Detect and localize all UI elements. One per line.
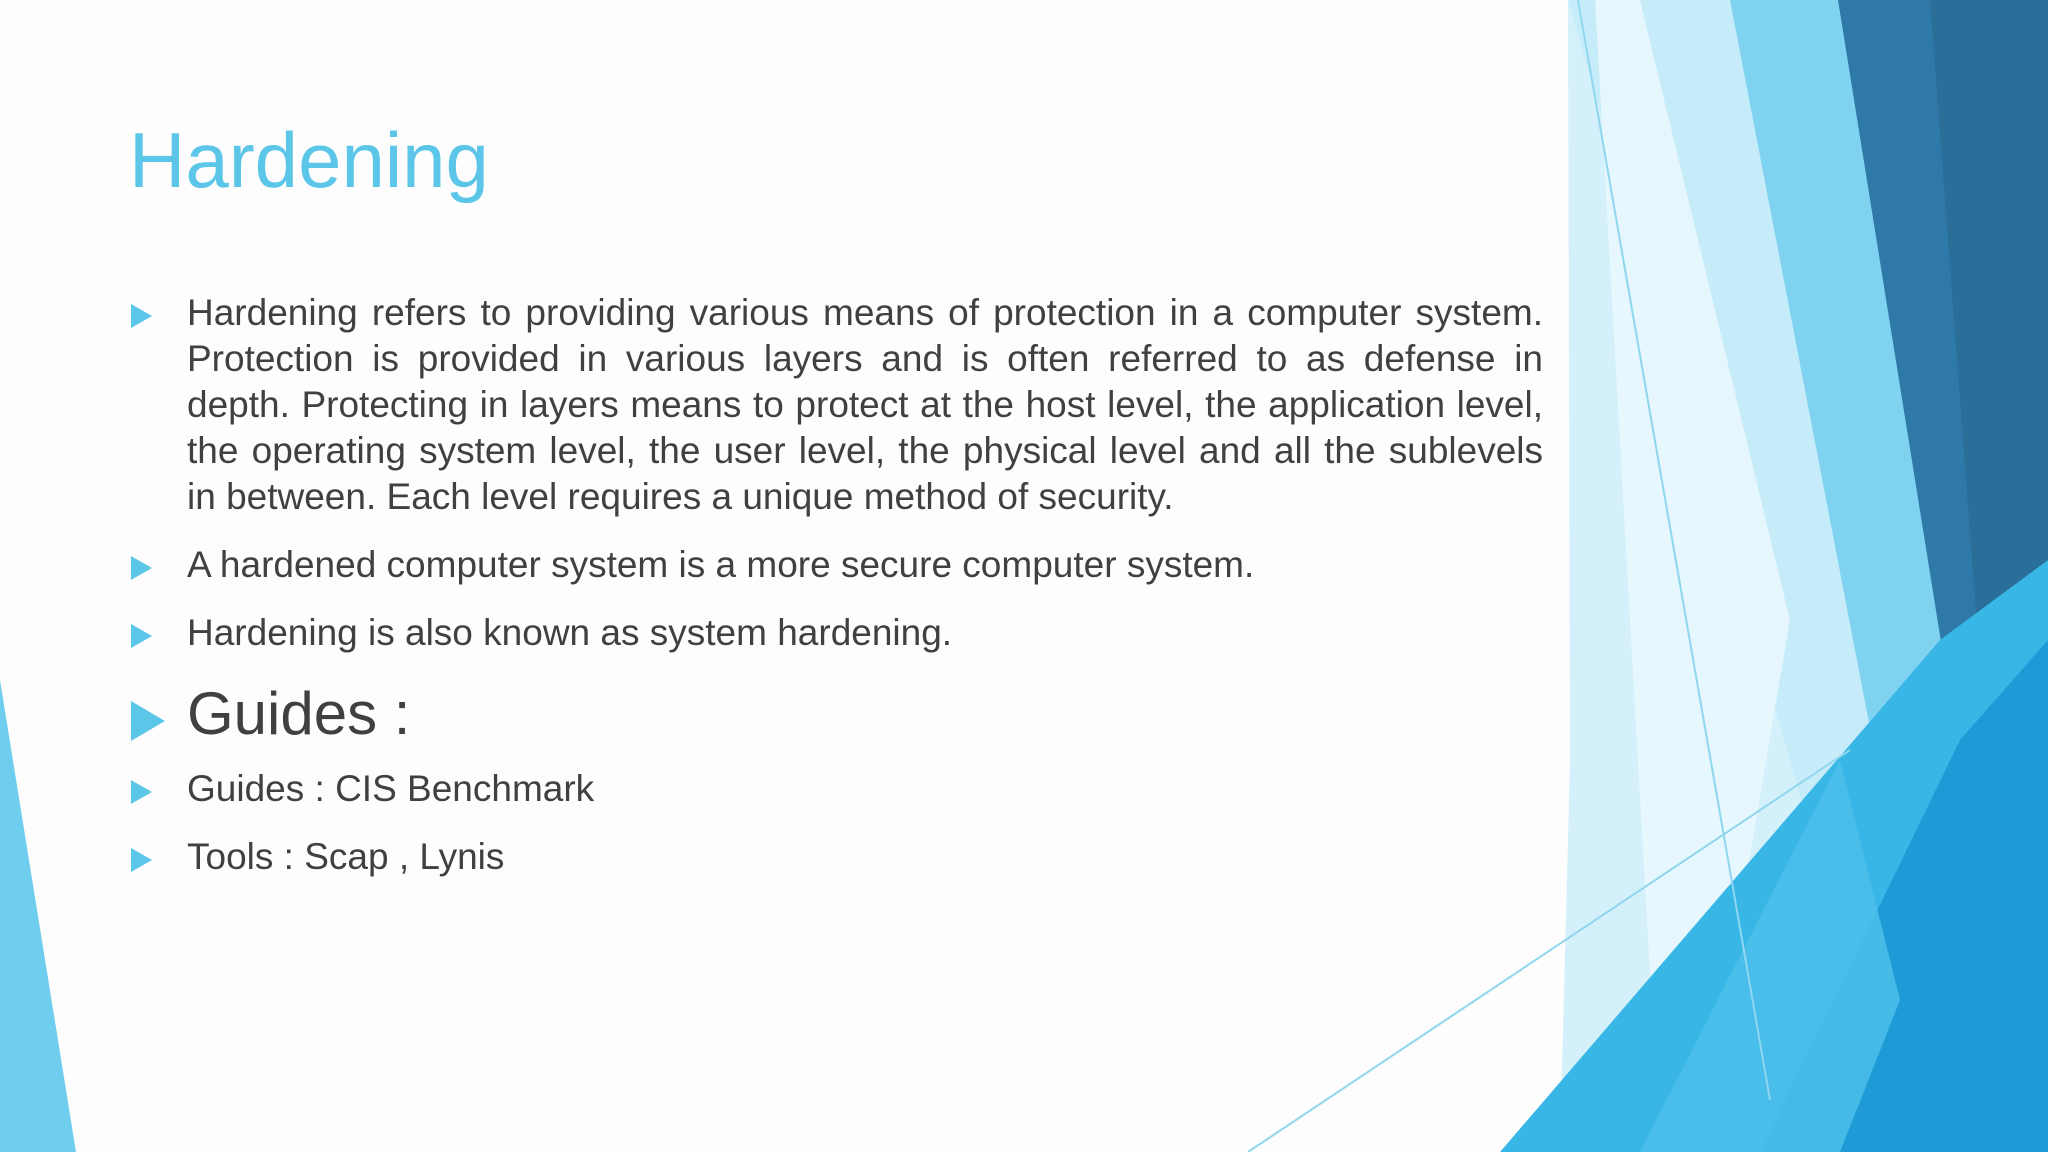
bullet-item [129, 610, 1543, 656]
bullet-item [129, 542, 1543, 588]
bullet-triangle-icon [131, 304, 152, 328]
bullet-item-heading [129, 678, 1543, 750]
bullet-triangle-icon [131, 780, 152, 804]
bullet-text: Hardening refers to providing various means of protection in a computer system. Protection is provided in various layers and is often referred to as defense in depth. Protecting in layers means to protect at the host level, the application level, the operating system level, the user level, the physical level and all the sublevels in between. Each level requires a unique method of security. [187, 292, 1543, 517]
bullet-text: Guides : [187, 680, 411, 747]
left-accent-shape [0, 680, 76, 1152]
bullet-item [129, 834, 1543, 880]
bullet-text: Guides : CIS Benchmark [187, 768, 595, 809]
bullet-triangle-icon [131, 701, 165, 741]
bullet-triangle-icon [131, 556, 152, 580]
bullet-item [129, 290, 1543, 520]
bullet-text: Tools : Scap , Lynis [187, 836, 505, 877]
bullet-triangle-icon [131, 624, 152, 648]
bullet-triangle-icon [131, 848, 152, 872]
bullet-item [129, 766, 1543, 812]
bullet-text: A hardened computer system is a more secure computer system. [187, 544, 1255, 585]
bullet-text: Hardening is also known as system hardening. [187, 612, 953, 653]
slide-title: Hardening [129, 116, 489, 204]
bullet-list [129, 290, 1543, 902]
